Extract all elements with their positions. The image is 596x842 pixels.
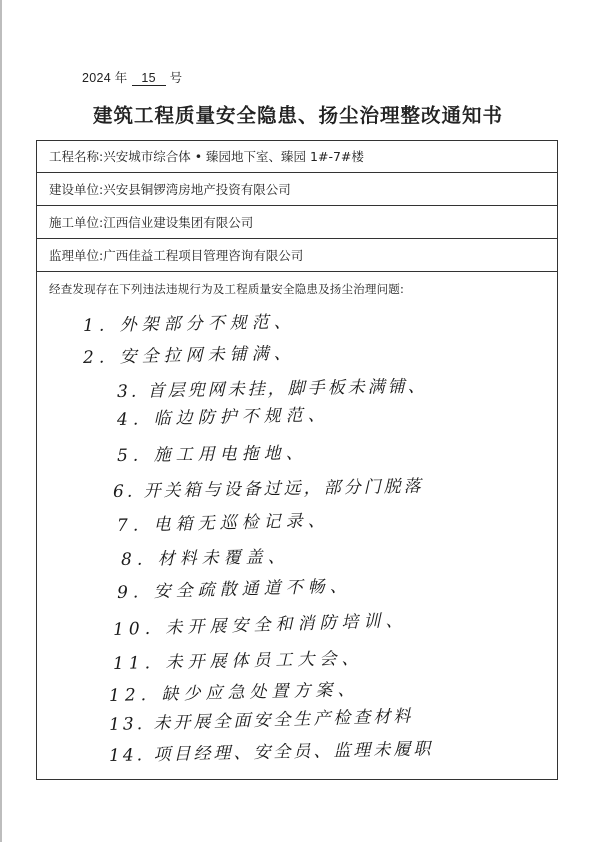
field-developer	[37, 174, 557, 206]
field-label: 施工单位:	[49, 215, 104, 230]
field-value: 兴安城市综合体 • 臻园地下室、臻园 1#-7#楼	[103, 149, 364, 164]
issue-item: 7. 电箱无巡检记录、	[116, 510, 330, 536]
intro-text: 经查发现存在下列违法违规行为及工程质量安全隐患及扬尘治理问题:	[49, 282, 405, 296]
doc-suffix: 号	[169, 71, 183, 85]
issue-item: 5. 施工用电拖地、	[116, 443, 308, 466]
field-value: 江西信业建设集团有限公司	[103, 215, 254, 230]
field-supervisor	[37, 240, 557, 272]
issue-item: 4. 临边防护不规范、	[116, 405, 330, 430]
issue-item: 10. 未开展安全和消防培训、	[112, 610, 408, 640]
issue-item: 6. 开关箱与设备过远，部分门脱落	[112, 476, 424, 502]
doc-num: 15	[132, 72, 166, 86]
field-project-name	[37, 141, 557, 173]
issue-item: 3. 首层兜网未挂，脚手板未满铺、	[116, 376, 428, 402]
document-title: 建筑工程质量安全隐患、扬尘治理整改通知书	[92, 104, 503, 127]
notice-form	[36, 140, 558, 780]
issue-item: 8. 材料未覆盖、	[120, 547, 290, 570]
field-contractor	[37, 207, 557, 239]
issue-item: 11. 未开展体员工大会、	[112, 648, 364, 674]
issue-item: 2. 安全拉网未铺满、	[82, 343, 296, 368]
issue-item: 1. 外架部分不规范、	[82, 312, 296, 336]
issue-item: 12. 缺少应急处置方案、	[108, 679, 360, 706]
document-number	[82, 68, 182, 86]
field-value: 广西佳益工程项目管理咨询有限公司	[103, 248, 304, 263]
field-label: 工程名称:	[49, 149, 104, 164]
field-label: 监理单位:	[49, 248, 104, 263]
issue-item: 9. 安全疏散通道不畅、	[116, 576, 352, 603]
issue-item: 14. 项目经理、安全员、监理未履职	[108, 739, 434, 766]
field-label: 建设单位:	[49, 182, 104, 197]
issue-item: 13. 未开展全面安全生产检查材料	[108, 706, 414, 735]
doc-year: 2024 年	[82, 71, 128, 85]
field-value: 兴安县铜锣湾房地产投资有限公司	[103, 182, 291, 197]
